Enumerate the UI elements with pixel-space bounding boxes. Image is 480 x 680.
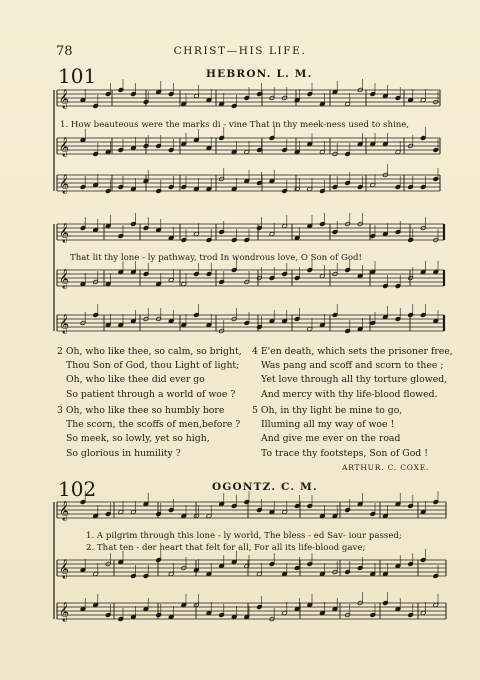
verse-line: 3 Oh, who like thee so humbly bore [57,405,225,416]
running-title: CHRIST—HIS LIFE. [173,45,307,57]
page-number: 78 [56,44,73,59]
clef-glyph: 𝄞 [59,602,70,622]
clef-glyph: 𝄞 [59,559,70,579]
hymn-101-attribution: ARTHUR. C. COXE. [342,463,430,472]
verse-line: Thou Son of God, thou Light of light; [66,360,240,372]
clef-glyph: 𝄞 [59,223,70,243]
verse-line: So patient through a world of woe ? [66,388,236,400]
clef-glyph: 𝄞 [59,89,70,109]
verse-line: And mercy with thy life-blood flowed. [261,388,438,400]
verse-line: Oh, who like thee did ever go [66,374,205,386]
hymn-101-tune: HEBRON. L. M. [206,68,313,80]
verse-line: To trace thy footsteps, Son of God ! [261,447,428,459]
verse-line: So glorious in humility ? [66,447,181,459]
verse-line: 4 E'en death, which sets the prisoner free, [252,346,453,357]
verse-line: 5 Oh, in thy light be mine to go, [252,405,403,416]
clef-glyph: 𝄞 [59,501,70,521]
hymn-102-lyric-line-1: 1. A pilgrim through this lone - ly world, The bless - ed Sav- iour passed; [86,531,402,541]
hymn-101-lyric-line-2: That lit thy lone - ly pathway, trod In wondrous love, O Son of God! [70,253,363,263]
clef-glyph: 𝄞 [59,269,70,289]
clef-glyph: 𝄞 [59,174,70,194]
hymn-102-lyric-line-2: 2. That ten - der heart that felt for all, For all its life-blood gave; [86,543,366,553]
verse-line: Yet love through all thy torture glowed, [261,374,448,386]
hymn-102-number: 102 [58,477,97,501]
verse-line: The scorn, the scoffs of men,before ? [66,419,241,431]
verse-line: Was pang and scoff and scorn to thee ; [261,360,444,372]
hymn-101-lyric-line-1: 1. How beauteous were the marks di - vine That in thy meek-ness used to shine, [60,120,410,130]
verse-line: 2 Oh, who like thee, so calm, so bright, [57,346,242,357]
verse-2 [57,345,242,402]
verse-3 [57,404,240,461]
verse-line: So meek, so lowly, yet so high, [66,433,210,445]
clef-glyph: 𝄞 [59,314,70,334]
verse-line: And give me ever on the road [261,433,401,445]
verse-5 [252,404,428,461]
verse-line: Illuming all my way of woe ! [261,419,395,431]
hymn-101-number: 101 [58,64,97,88]
verse-4 [252,345,453,402]
hymn-102-tune: OGONTZ. C. M. [212,481,318,493]
clef-glyph: 𝄞 [59,137,70,157]
